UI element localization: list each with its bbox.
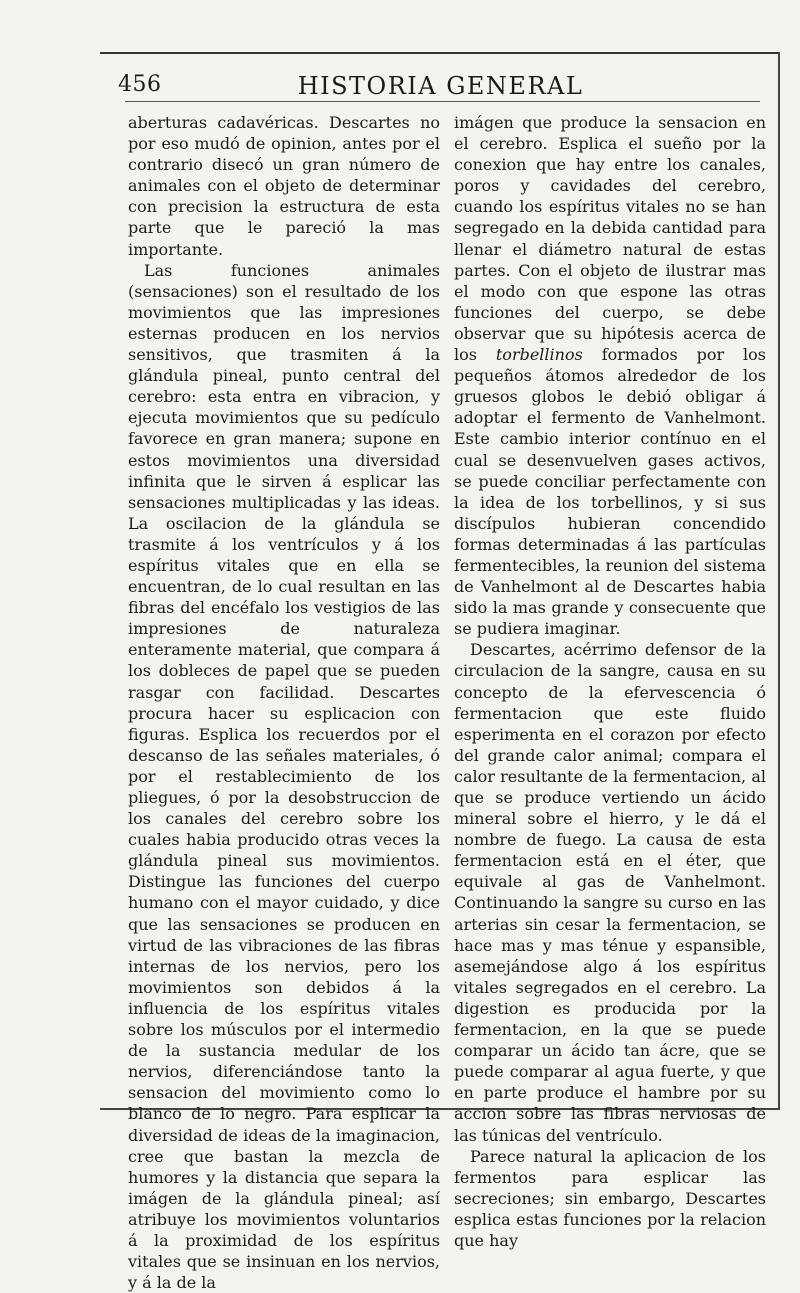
right-paragraph-2: Descartes, acérrimo defensor de la circulacion de la sangre, causa en su concepto de la efervescencia ó fermentacion que este fluido esperimenta en el corazon por efecto del grande calor animal; compara el calor resultante de la fermentacion, al que se produce vertiendo un ácido mineral sobre el hierro, y le dá el nombre de fuego. La causa de esta fermentacion está en el éter, que equivale al gas de Vanhelmont. Continuando la sangre su curso en las arterias sin cesar la fermentacion, se hace mas y mas ténue y espansible, asemejándose algo á los espíritus vitales segregados en el cerebro. La digestion es producida por la fermentacion, en la que se puede comparar un ácido tan ácre, que se puede comparar al agua fuerte, y que en parte produce el hambre por su accion sobre las fibras nerviosas de las túnicas del ventrículo. bbox=[454, 640, 766, 1145]
right-paragraph-3: Parece natural la aplicacion de los fermentos para esplicar las secreciones; sin embargo, Descartes esplica estas funciones por la relacion que hay bbox=[454, 1146, 766, 1250]
page-frame-right-line bbox=[778, 52, 780, 1110]
left-column bbox=[128, 112, 440, 1293]
right-paragraph-1-text-b: formados por los pequeños átomos alrededor de los gruesos globos le debió obligar á adoptar el fermento de Vanhelmont. Este cambio interior contínuo en el cual se desenvuelven gases activos, se puede conciliar perfectamente con la idea de los torbellinos, y si sus discípulos hubieran concendido formas determinadas á las partículas fermentecibles, la reunion del sistema de Vanhelmont al de Descartes habia sido la mas grande y consecuente que se pudiera imaginar. bbox=[454, 345, 766, 639]
page-number: 456 bbox=[118, 72, 162, 97]
right-paragraph-1 bbox=[454, 112, 766, 639]
left-paragraph-2: Las funciones animales (sensaciones) son el resultado de los movimientos que las impresiones esternas producen en los nervios sensitivos, que trasmiten á la glándula pineal, punto central del cerebro: esta entra en vibracion, y ejecuta movimientos que su pedículo favorece en gran manera; supone en estos movimientos una diversidad infinita que le sirven á esplicar las sensaciones multiplicadas y las ideas. La oscilacion de la glándula se trasmite á los ventrículos y á los espíritus vitales que en ella se encuentran, de lo cual resultan en las fibras del encéfalo los vestigios de las impresiones de naturaleza enteramente material, que compara á los dobleces de papel que se pueden rasgar con facilidad. Descartes procura hacer su esplicacion con figuras. Esplica los recuerdos por el descanso de las señales materiales, ó por el restablecimiento de los pliegues, ó por la desobstruccion de los canales del cerebro sobre los cuales habia producido otras veces la glándula pineal sus movimientos. Distingue las funciones del cuerpo humano con el mayor cuidado, y dice que las sensaciones se producen en virtud de las vibraciones de las fibras internas de los nervios, pero los movimientos son debidos á la influencia de los espíritus vitales sobre los músculos por el intermedio de la sustancia medular de los nervios, diferenciándose tanto la sensacion del movimiento como lo blanco de lo negro. Para esplicar la diversidad de ideas de la imaginacion, cree que bastan la mezcla de humores y la distancia que separa la imágen de la glándula pineal; así atribuye los movimientos voluntarios á la proximidad de los espíritus vitales que se insinuan en los nervios, y á la de la bbox=[128, 260, 440, 1293]
page-frame-top-line bbox=[100, 52, 780, 54]
right-paragraph-1-text-a: imágen que produce la sensacion en el cerebro. Esplica el sueño por la conexion que hay entre los canales, poros y cavidades del cerebro, cuando los espíritus vitales no se han segregado en la debida cantidad para llenar el diámetro natural de estas partes. Con el objeto de ilustrar mas el modo con que espone las otras funciones del cuerpo, se debe observar que su hipótesis acerca de los bbox=[454, 113, 766, 365]
right-column bbox=[454, 112, 766, 1250]
italic-term-torbellinos: torbellinos bbox=[495, 345, 583, 365]
running-title: HISTORIA GENERAL bbox=[297, 72, 584, 100]
header-rule bbox=[125, 101, 760, 102]
left-paragraph-1: aberturas cadavéricas. Descartes no por eso mudó de opinion, antes por el contrario disecó un gran número de animales con el objeto de determinar con precision la estructura de esta parte que le pareció la mas importante. bbox=[128, 113, 440, 259]
